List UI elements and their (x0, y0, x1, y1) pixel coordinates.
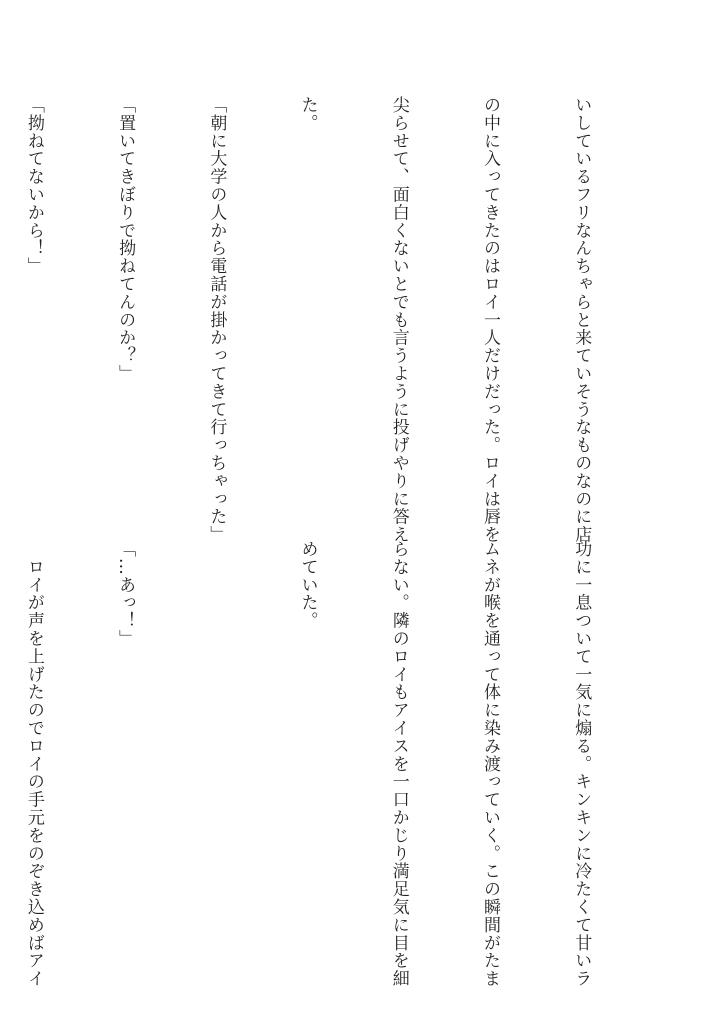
text-line: 「拗ねてないから！」 (23, 96, 44, 275)
text-line: た。 (297, 96, 318, 132)
lower-text-block (0, 540, 657, 988)
text-line: いしているフリなんちゃらと来ていそうなものなのに店 (571, 96, 592, 544)
text-line: らない。隣のロイもアイスを一口かじり満足気に目を細 (388, 540, 409, 988)
blank-line (201, 540, 231, 970)
text-line: 尖らせて、面白くないとでも言うように投げやりに答え (388, 96, 409, 544)
text-line: の中に入ってきたのはロイ一人だけだった。ロイは唇を (479, 96, 500, 544)
text-line: ロイが声を上げたのでロイの手元をのぞき込めばアイ (23, 540, 44, 988)
text-line: 「…あっ！」 (115, 540, 136, 648)
text-line: 「置いてきぼりで拗ねてんのか？」 (115, 96, 136, 383)
text-line: めていた。 (297, 540, 318, 630)
upper-text-block (0, 96, 657, 544)
text-line: 功に一息ついて一気に煽る。キンキンに冷たくて甘いラ (571, 540, 592, 988)
text-line: 「朝に大学の人から電話が掛かってきて行っちゃった」 (206, 96, 227, 544)
text-line: ムネが喉を通って体に染み渡っていく。この瞬間がたま (479, 540, 500, 988)
